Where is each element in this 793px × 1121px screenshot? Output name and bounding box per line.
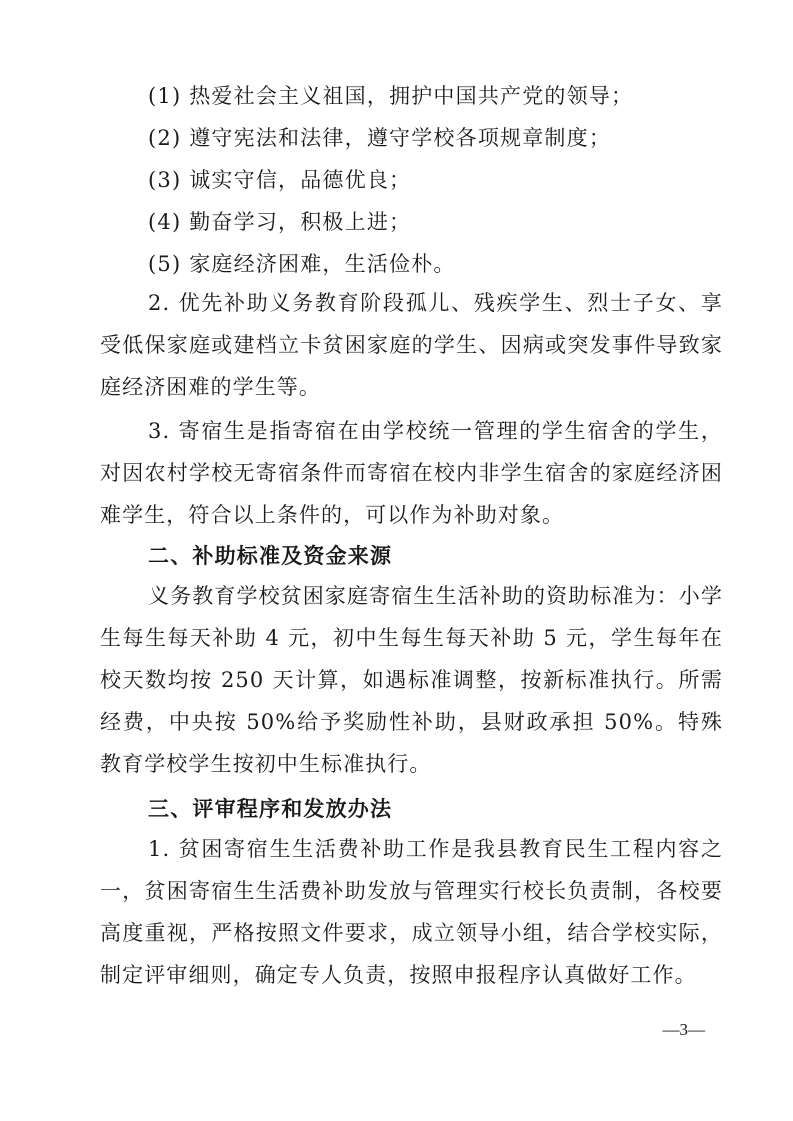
condition-item-2: (2) 遵守宪法和法律，遵守学校各项规章制度； [148, 126, 612, 150]
page-number: —3— [662, 1020, 705, 1039]
condition-item-4: (4) 勤奋学习，积极上进； [148, 210, 412, 234]
paragraph-standards: 义务教育学校贫困家庭寄宿生生活补助的资助标准为：小学生每生每天补助 4 元，初中生每生每天补助 5 元，学生每年在校天数均按 250 天计算，如遇标准调整，按新标准执行。所需经费，中央按 50%给予奖励性补助，县财政承担 50%。特殊教育学校学生按初中生标准执行。 [100, 584, 723, 776]
condition-item-1: (1) 热爱社会主义祖国，拥护中国共产党的领导； [148, 84, 634, 108]
condition-item-3: (3) 诚实守信，品德优良； [148, 168, 412, 192]
section-heading-review: 三、评审程序和发放办法 [148, 797, 393, 821]
condition-item-5: (5) 家庭经济困难，生活俭朴。 [148, 252, 456, 276]
section-heading-standards: 二、补助标准及资金来源 [148, 544, 393, 568]
paragraph-review: 1. 贫困寄宿生生活费补助工作是我县教育民生工程内容之一，贫困寄宿生生活费补助发放与管理实行校长负责制，各校要高度重视，严格按照文件要求，成立领导小组，结合学校实际，制定评审细则，确定专人负责，按照申报程序认真做好工作。 [100, 837, 723, 987]
paragraph-boarding: 3. 寄宿生是指寄宿在由学校统一管理的学生宿舍的学生，对因农村学校无寄宿条件而寄宿在校内非学生宿舍的家庭经济困难学生，符合以上条件的，可以作为补助对象。 [100, 419, 723, 527]
paragraph-priority: 2. 优先补助义务教育阶段孤儿、残疾学生、烈士子女、享受低保家庭或建档立卡贫困家庭的学生、因病或突发事件导致家庭经济困难的学生等。 [100, 291, 723, 399]
